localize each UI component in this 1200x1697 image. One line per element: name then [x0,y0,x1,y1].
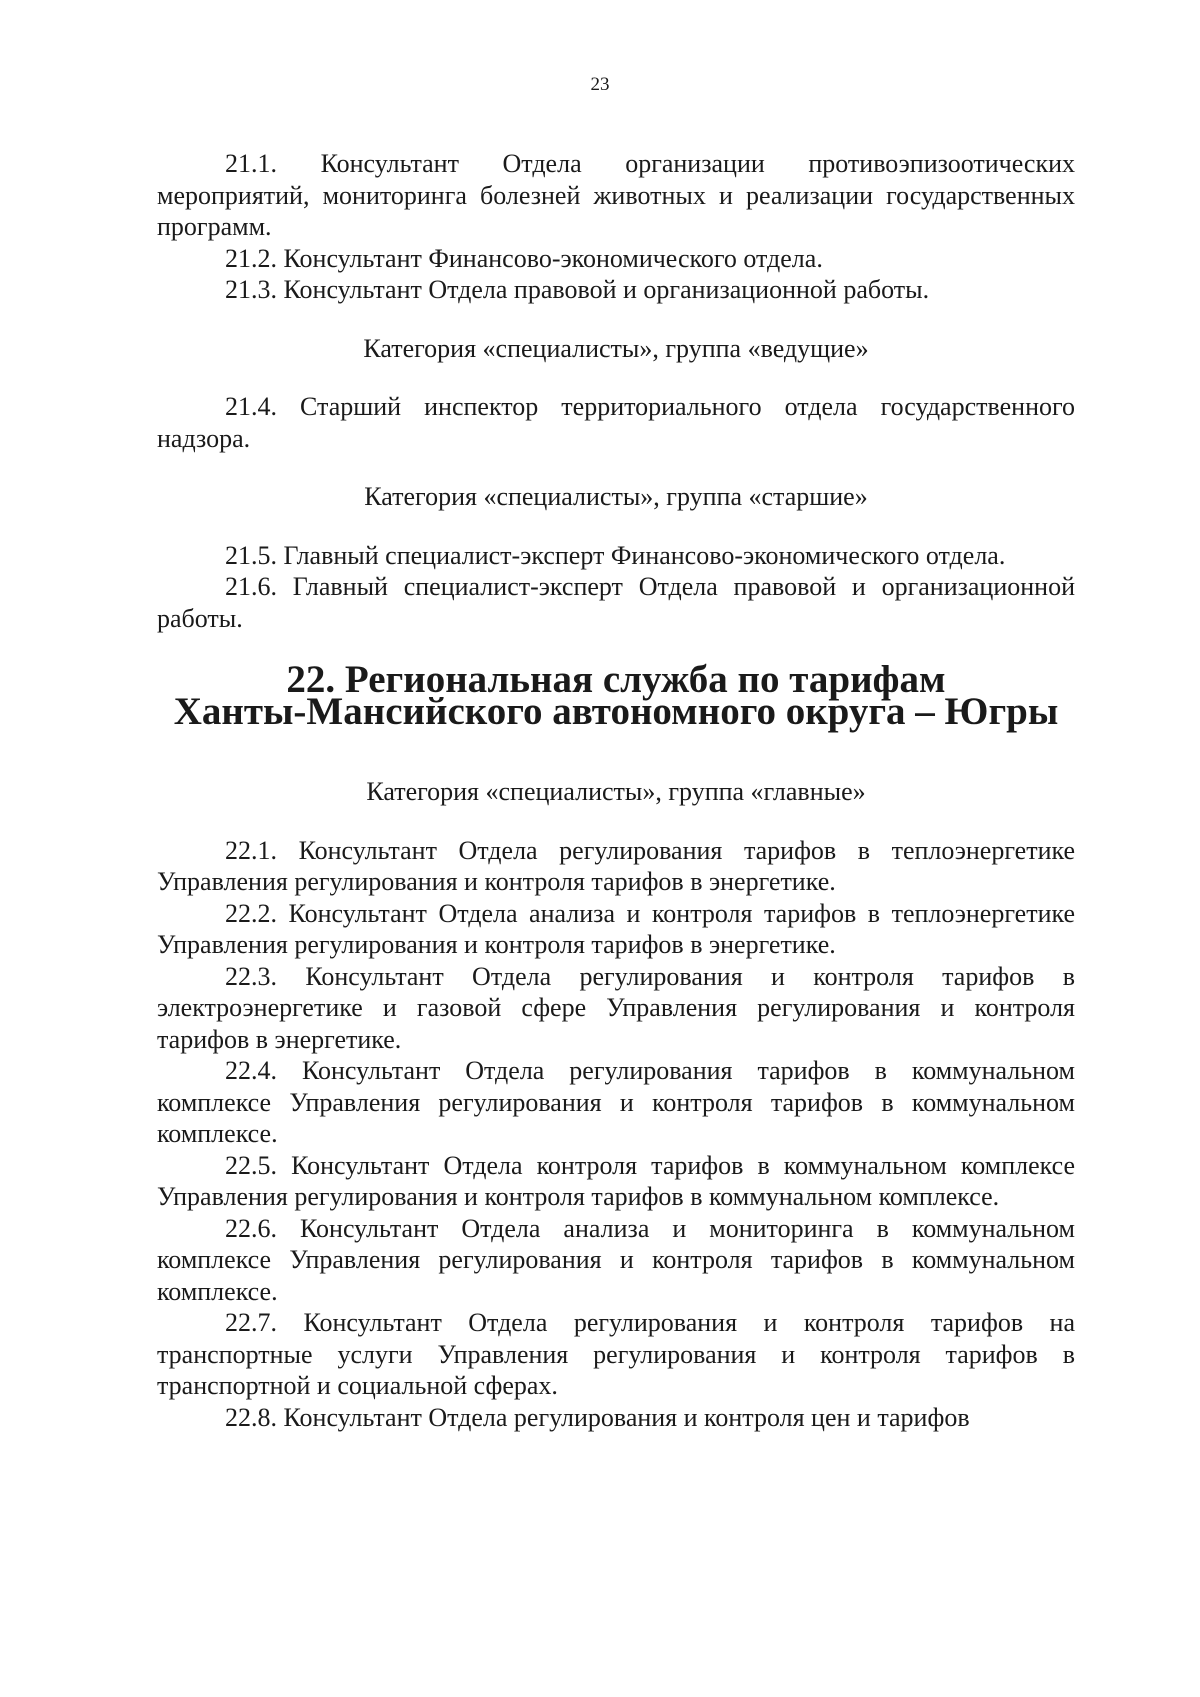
list-item [157,1150,1075,1213]
item-text: Консультант Отдела организации противоэпизоотических мероприятий, мониторинга болезней животных и реализации государственных программ. [157,149,1076,241]
list-item [157,1402,1075,1434]
item-text: Консультант Отдела контроля тарифов в коммунальном комплексе Управления регулирования и контроля тарифов в коммунальном комплексе. [157,1150,1076,1211]
item-text: Консультант Отдела регулирования тарифов в теплоэнергетике Управления регулирования и контроля тарифов в энергетике. [157,835,1076,896]
list-item [157,540,1075,572]
list-item [157,274,1075,306]
item-number: 22.5. [225,1150,277,1180]
category-subheading: Категория «специалисты», группа «ведущие» [363,333,869,363]
item-number: 22.1. [225,835,277,865]
item-text: Консультант Финансово-экономического отдела. [283,243,823,273]
item-number: 22.2. [225,898,277,928]
section-heading-line-1: 22. Региональная служба по тарифам [286,658,946,701]
list-item [157,1055,1075,1150]
list-item [157,1307,1075,1402]
category-subheading: Категория «специалисты», группа «главные» [366,777,866,806]
section-heading-line-2: Ханты-Мансийского автономного округа – Югры [173,689,1059,733]
list-item [157,1213,1075,1308]
item-text: Консультант Отдела анализа и мониторинга в коммунальном комплексе Управления регулирования и контроля тарифов в коммунальном комплексе. [157,1213,1075,1306]
item-text: Главный специалист-эксперт Отдела правовой и организационной работы. [157,572,1075,633]
category-subheading: Категория «специалисты», группа «старшие» [364,482,868,511]
list-item [157,148,1075,243]
item-number: 21.6. [225,572,277,601]
item-number: 22.3. [225,961,277,991]
document-body [157,148,1075,1433]
item-number: 21.1. [225,149,277,178]
item-number: 22.8. [225,1402,277,1432]
page-number: 23 [590,74,610,95]
item-text: Консультант Отдела регулирования и контроля цен и тарифов [283,1402,970,1432]
item-number: 21.3. [225,275,277,304]
list-item [157,571,1075,634]
item-text: Консультант Отдела анализа и контроля тарифов в теплоэнергетике Управления регулирования и контроля тарифов в энергетике. [157,898,1076,959]
item-text: Консультант Отдела регулирования и контроля тарифов в электроэнергетике и газовой сфере Управления регулирования и контроля тарифов в энергетике. [157,961,1075,1054]
list-item [157,961,1075,1056]
item-number: 22.6. [225,1213,277,1243]
item-number: 21.4. [225,392,277,421]
list-item [157,391,1075,454]
item-number: 22.4. [225,1056,277,1085]
item-text: Старший инспектор территориального отдела государственного надзора. [157,392,1075,453]
item-text: Консультант Отдела регулирования тарифов в коммунальном комплексе Управления регулирования и контроля тарифов в коммунальном комплексе. [157,1056,1075,1148]
item-text: Консультант Отдела правовой и организационной работы. [283,275,930,304]
item-number: 21.5. [225,540,277,570]
list-item [157,898,1075,961]
item-number: 22.7. [225,1308,277,1337]
item-text: Консультант Отдела регулирования и контроля тарифов на транспортные услуги Управления регулирования и контроля тарифов в транспортной и социальной сферах. [157,1308,1076,1400]
item-text: Главный специалист-эксперт Финансово-экономического отдела. [283,540,1006,570]
item-number: 21.2. [225,243,277,273]
list-item [157,835,1075,898]
section-heading [157,634,1075,749]
list-item [157,243,1075,275]
